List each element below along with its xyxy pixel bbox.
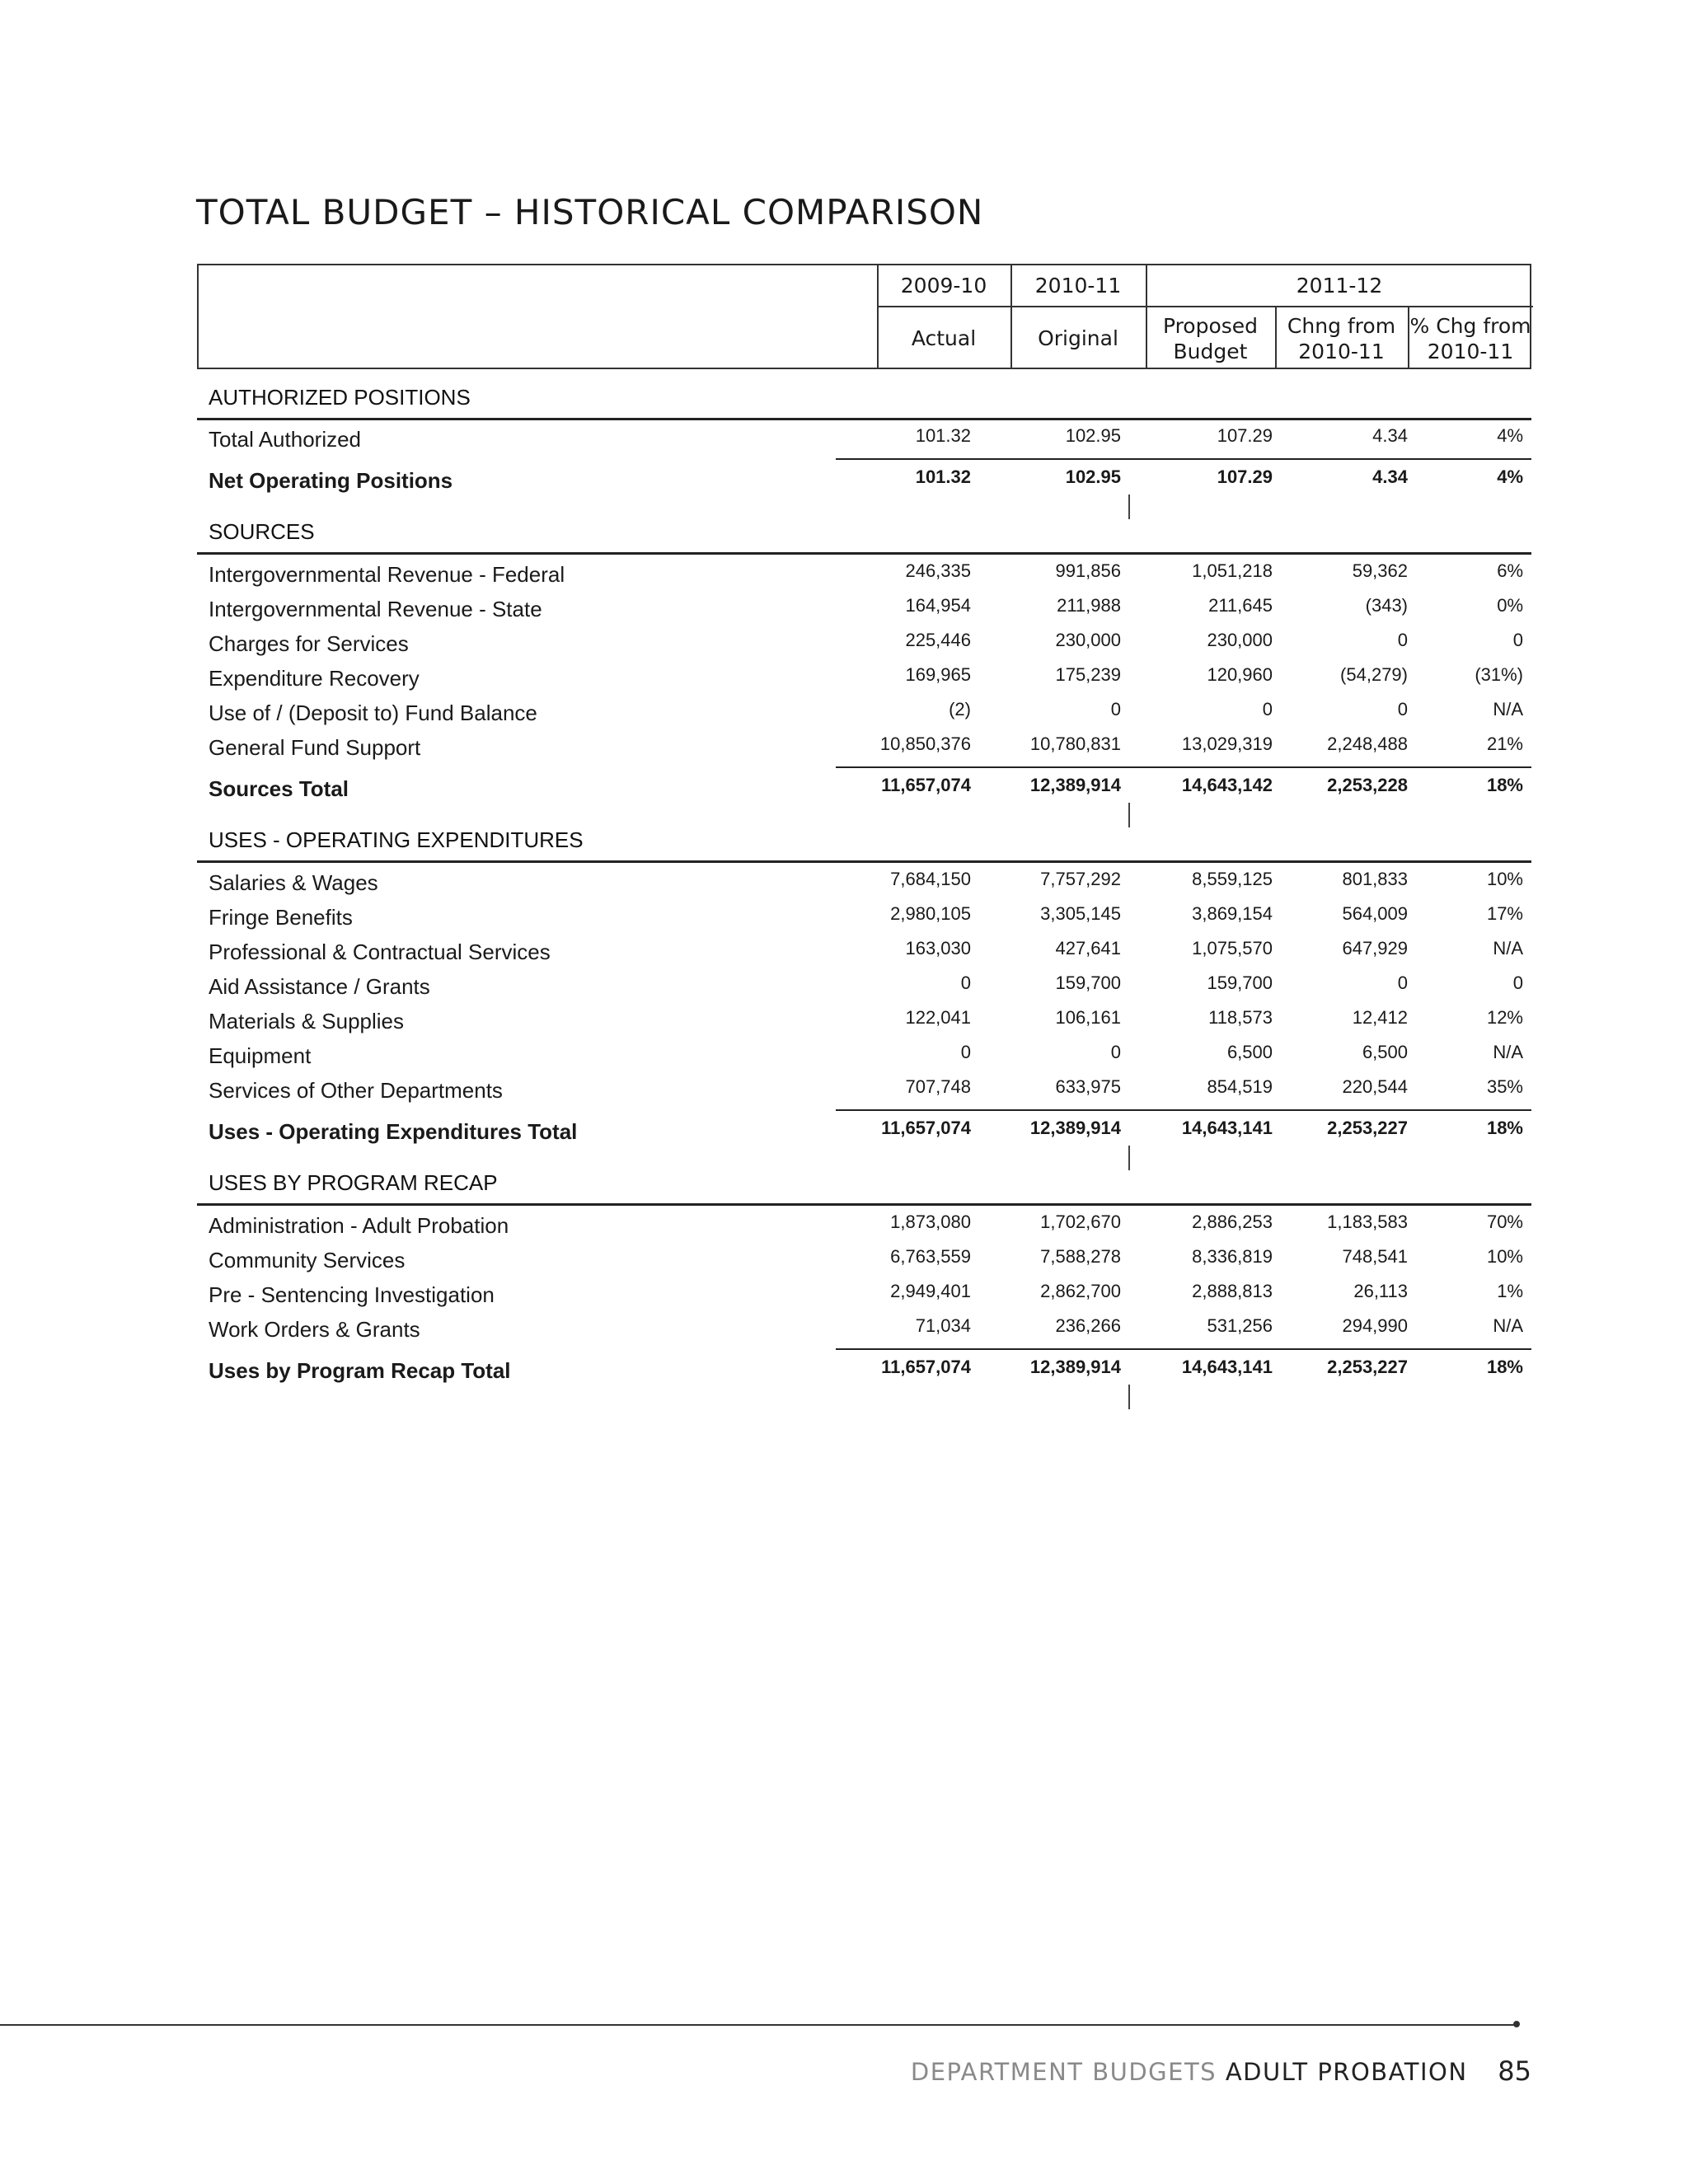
value-actual-2009-10: 707,748	[905, 1076, 971, 1097]
value-actual-2009-10: 246,335	[905, 560, 971, 581]
table-row	[197, 1312, 1531, 1347]
value-change-amount: 647,929	[1342, 938, 1408, 958]
value-actual-2009-10: 7,684,150	[890, 869, 971, 889]
value-change-percent: 0	[1512, 630, 1523, 650]
value-proposed-2011-12: 8,559,125	[1192, 869, 1273, 889]
row-label: Services of Other Departments	[209, 1078, 503, 1103]
value-proposed-2011-12: 8,336,819	[1192, 1246, 1273, 1267]
value-change-percent: 10%	[1486, 869, 1523, 889]
value-change-percent: 12%	[1486, 1007, 1523, 1028]
total-tick-mark	[1128, 494, 1130, 519]
total-tick-mark	[1128, 1385, 1130, 1409]
value-change-amount: 2,253,228	[1327, 775, 1408, 795]
header-col-actual: Actual	[911, 326, 977, 350]
value-change-percent: 1%	[1497, 1281, 1523, 1301]
page-title: TOTAL BUDGET – HISTORICAL COMPARISON	[196, 192, 984, 232]
section-heading: SOURCES	[209, 519, 315, 544]
header-col-pct	[1408, 307, 1533, 369]
value-change-percent: 4%	[1497, 466, 1523, 487]
row-label: Use of / (Deposit to) Fund Balance	[209, 701, 537, 725]
row-label: Uses by Program Recap Total	[209, 1358, 511, 1383]
section-rule	[197, 1203, 1531, 1206]
value-change-amount: 59,362	[1352, 560, 1408, 581]
row-label: Salaries & Wages	[209, 870, 378, 895]
value-proposed-2011-12: 118,573	[1208, 1007, 1273, 1028]
value-actual-2009-10: 1,873,080	[890, 1212, 971, 1232]
table-row	[197, 1243, 1531, 1277]
value-original-2010-11: 1,702,670	[1040, 1212, 1121, 1232]
value-original-2010-11: 102.95	[1065, 425, 1121, 446]
total-tick-mark	[1128, 1146, 1130, 1170]
value-actual-2009-10: 122,041	[905, 1007, 971, 1028]
value-change-amount: 294,990	[1342, 1315, 1408, 1336]
section-rule	[197, 860, 1531, 863]
value-change-amount: (54,279)	[1340, 664, 1408, 685]
value-change-amount: 2,248,488	[1327, 733, 1408, 754]
value-change-percent: 35%	[1486, 1076, 1523, 1097]
table-row	[197, 969, 1531, 1004]
value-change-percent: 21%	[1486, 733, 1523, 754]
value-change-amount: 1,183,583	[1327, 1212, 1408, 1232]
value-original-2010-11: 211,988	[1057, 595, 1121, 616]
table-row	[197, 1208, 1531, 1243]
value-original-2010-11: 7,757,292	[1040, 869, 1121, 889]
total-row	[197, 1353, 1531, 1388]
footer-rule	[0, 2024, 1517, 2026]
value-actual-2009-10: 11,657,074	[881, 775, 971, 795]
value-proposed-2011-12: 211,645	[1208, 595, 1273, 616]
value-change-amount: 0	[1397, 630, 1408, 650]
row-label: Charges for Services	[209, 631, 409, 656]
value-change-percent: 18%	[1486, 1357, 1523, 1377]
footer-rule-dot	[1513, 2021, 1520, 2027]
row-label: Materials & Supplies	[209, 1009, 404, 1033]
value-actual-2009-10: 101.32	[915, 466, 971, 487]
value-proposed-2011-12: 3,869,154	[1192, 903, 1273, 924]
header-year-2009: 2009-10	[900, 274, 987, 298]
row-label: Intergovernmental Revenue - State	[209, 597, 542, 621]
value-proposed-2011-12: 2,888,813	[1192, 1281, 1273, 1301]
header-year-2010: 2010-11	[1034, 274, 1122, 298]
value-proposed-2011-12: 1,075,570	[1192, 938, 1273, 958]
footer-department: DEPARTMENT BUDGETS	[910, 2058, 1217, 2086]
value-proposed-2011-12: 1,051,218	[1192, 560, 1273, 581]
value-original-2010-11: 12,389,914	[1029, 1118, 1121, 1138]
value-actual-2009-10: 71,034	[915, 1315, 971, 1336]
subtotal-rule	[836, 766, 1531, 768]
value-change-amount: 6,500	[1362, 1042, 1408, 1062]
value-change-amount: 0	[1397, 699, 1408, 719]
table-row	[197, 900, 1531, 935]
subtotal-rule	[836, 1348, 1531, 1350]
row-label: Net Operating Positions	[209, 468, 453, 493]
value-change-amount: 2,253,227	[1327, 1357, 1408, 1377]
subtotal-rule	[836, 458, 1531, 460]
value-proposed-2011-12: 2,886,253	[1192, 1212, 1273, 1232]
value-original-2010-11: 236,266	[1055, 1315, 1121, 1336]
value-proposed-2011-12: 0	[1262, 699, 1273, 719]
value-change-percent: N/A	[1493, 1042, 1523, 1062]
value-change-percent: (31%)	[1475, 664, 1523, 685]
table-row	[197, 696, 1531, 730]
value-original-2010-11: 427,641	[1055, 938, 1121, 958]
header-col-pct-line1: % Chg from	[1409, 313, 1531, 338]
table-header	[197, 264, 1531, 369]
value-actual-2009-10: 6,763,559	[890, 1246, 971, 1267]
row-label: Expenditure Recovery	[209, 666, 420, 691]
page-number: 85	[1498, 2055, 1531, 2087]
value-original-2010-11: 10,780,831	[1029, 733, 1121, 754]
value-actual-2009-10: 11,657,074	[881, 1118, 971, 1138]
table-row	[197, 422, 1531, 457]
value-change-percent: 18%	[1486, 1118, 1523, 1138]
row-label: Equipment	[209, 1043, 312, 1068]
value-original-2010-11: 3,305,145	[1040, 903, 1121, 924]
value-change-percent: 6%	[1497, 560, 1523, 581]
header-col-proposed	[1146, 307, 1275, 369]
value-original-2010-11: 159,700	[1055, 972, 1121, 993]
header-year-2011: 2011-12	[1296, 274, 1383, 298]
section-rule	[197, 552, 1531, 555]
section-heading: USES - OPERATING EXPENDITURES	[209, 827, 584, 852]
value-proposed-2011-12: 6,500	[1226, 1042, 1273, 1062]
table-row	[197, 557, 1531, 592]
table-row	[197, 1004, 1531, 1038]
row-label: Pre - Sentencing Investigation	[209, 1282, 495, 1307]
row-label: Aid Assistance / Grants	[209, 974, 430, 999]
value-change-amount: 4.34	[1372, 425, 1408, 446]
value-original-2010-11: 106,161	[1055, 1007, 1121, 1028]
header-col-chng-line1: Chng from	[1287, 313, 1396, 338]
header-col-proposed-line1: Proposed	[1162, 313, 1259, 338]
row-label: Work Orders & Grants	[209, 1317, 420, 1342]
value-actual-2009-10: 169,965	[905, 664, 971, 685]
value-proposed-2011-12: 14,643,141	[1181, 1118, 1273, 1138]
value-actual-2009-10: 0	[960, 972, 971, 993]
value-original-2010-11: 102.95	[1065, 466, 1121, 487]
value-proposed-2011-12: 120,960	[1207, 664, 1273, 685]
value-actual-2009-10: 0	[960, 1042, 971, 1062]
value-change-percent: 0	[1512, 972, 1523, 993]
value-change-amount: (343)	[1365, 595, 1408, 616]
value-change-amount: 748,541	[1342, 1246, 1408, 1267]
value-actual-2009-10: 163,030	[905, 938, 971, 958]
value-proposed-2011-12: 159,700	[1207, 972, 1273, 993]
value-change-percent: 4%	[1497, 425, 1523, 446]
value-proposed-2011-12: 854,519	[1207, 1076, 1273, 1097]
row-label: Uses - Operating Expenditures Total	[209, 1119, 578, 1144]
value-original-2010-11: 991,856	[1055, 560, 1121, 581]
row-label: General Fund Support	[209, 735, 421, 760]
total-row	[197, 771, 1531, 806]
value-change-amount: 564,009	[1342, 903, 1408, 924]
page-footer	[911, 2055, 1531, 2087]
section-rule	[197, 418, 1531, 420]
value-original-2010-11: 230,000	[1055, 630, 1121, 650]
table-row	[197, 661, 1531, 696]
value-change-percent: N/A	[1493, 699, 1523, 719]
value-proposed-2011-12: 107.29	[1217, 466, 1273, 487]
header-col-original: Original	[1038, 326, 1118, 350]
value-actual-2009-10: 225,446	[905, 630, 971, 650]
value-change-amount: 220,544	[1342, 1076, 1408, 1097]
value-change-percent: 0%	[1497, 595, 1523, 616]
value-actual-2009-10: 164,954	[905, 595, 971, 616]
value-change-percent: 10%	[1486, 1246, 1523, 1267]
value-original-2010-11: 2,862,700	[1040, 1281, 1121, 1301]
value-actual-2009-10: 10,850,376	[879, 733, 971, 754]
value-change-amount: 0	[1397, 972, 1408, 993]
header-col-proposed-line2: Budget	[1173, 339, 1248, 363]
value-change-percent: 70%	[1486, 1212, 1523, 1232]
row-label: Administration - Adult Probation	[209, 1213, 509, 1238]
row-label: Professional & Contractual Services	[209, 940, 551, 964]
row-label: Total Authorized	[209, 427, 362, 452]
row-label: Sources Total	[209, 776, 349, 801]
total-row	[197, 463, 1531, 498]
value-actual-2009-10: (2)	[949, 699, 971, 719]
footer-division: ADULT PROBATION	[1225, 2058, 1468, 2086]
value-original-2010-11: 12,389,914	[1029, 1357, 1121, 1377]
total-row	[197, 1114, 1531, 1149]
value-actual-2009-10: 11,657,074	[881, 1357, 971, 1377]
value-change-percent: N/A	[1493, 1315, 1523, 1336]
value-change-amount: 12,412	[1352, 1007, 1408, 1028]
table-row	[197, 1038, 1531, 1073]
value-change-amount: 4.34	[1372, 466, 1408, 487]
value-change-amount: 26,113	[1353, 1281, 1408, 1301]
header-col-pct-line2: 2010-11	[1427, 339, 1514, 363]
section-heading: AUTHORIZED POSITIONS	[209, 385, 471, 410]
value-change-percent: 18%	[1486, 775, 1523, 795]
row-label: Community Services	[209, 1248, 406, 1272]
value-original-2010-11: 633,975	[1055, 1076, 1121, 1097]
value-change-percent: 17%	[1486, 903, 1523, 924]
value-actual-2009-10: 2,980,105	[890, 903, 971, 924]
value-change-amount: 2,253,227	[1327, 1118, 1408, 1138]
subtotal-rule	[836, 1109, 1531, 1111]
total-tick-mark	[1128, 803, 1130, 827]
value-proposed-2011-12: 107.29	[1217, 425, 1273, 446]
header-col-chng-line2: 2010-11	[1298, 339, 1385, 363]
table-row	[197, 1277, 1531, 1312]
row-label: Intergovernmental Revenue - Federal	[209, 562, 565, 587]
value-proposed-2011-12: 230,000	[1207, 630, 1273, 650]
value-actual-2009-10: 101.32	[915, 425, 971, 446]
table-row	[197, 626, 1531, 661]
table-row	[197, 730, 1531, 765]
table-row	[197, 1073, 1531, 1108]
value-original-2010-11: 0	[1110, 699, 1121, 719]
value-original-2010-11: 175,239	[1055, 664, 1121, 685]
table-row	[197, 935, 1531, 969]
value-proposed-2011-12: 14,643,142	[1181, 775, 1273, 795]
value-proposed-2011-12: 531,256	[1207, 1315, 1273, 1336]
value-change-percent: N/A	[1493, 938, 1523, 958]
section-heading: USES BY PROGRAM RECAP	[209, 1170, 498, 1195]
header-col-chng	[1275, 307, 1408, 369]
value-proposed-2011-12: 14,643,141	[1181, 1357, 1273, 1377]
table-row	[197, 865, 1531, 900]
value-original-2010-11: 12,389,914	[1029, 775, 1121, 795]
value-original-2010-11: 0	[1110, 1042, 1121, 1062]
row-label: Fringe Benefits	[209, 905, 353, 930]
value-original-2010-11: 7,588,278	[1040, 1246, 1121, 1267]
value-proposed-2011-12: 13,029,319	[1181, 733, 1273, 754]
table-row	[197, 592, 1531, 626]
value-actual-2009-10: 2,949,401	[890, 1281, 971, 1301]
value-change-amount: 801,833	[1342, 869, 1408, 889]
